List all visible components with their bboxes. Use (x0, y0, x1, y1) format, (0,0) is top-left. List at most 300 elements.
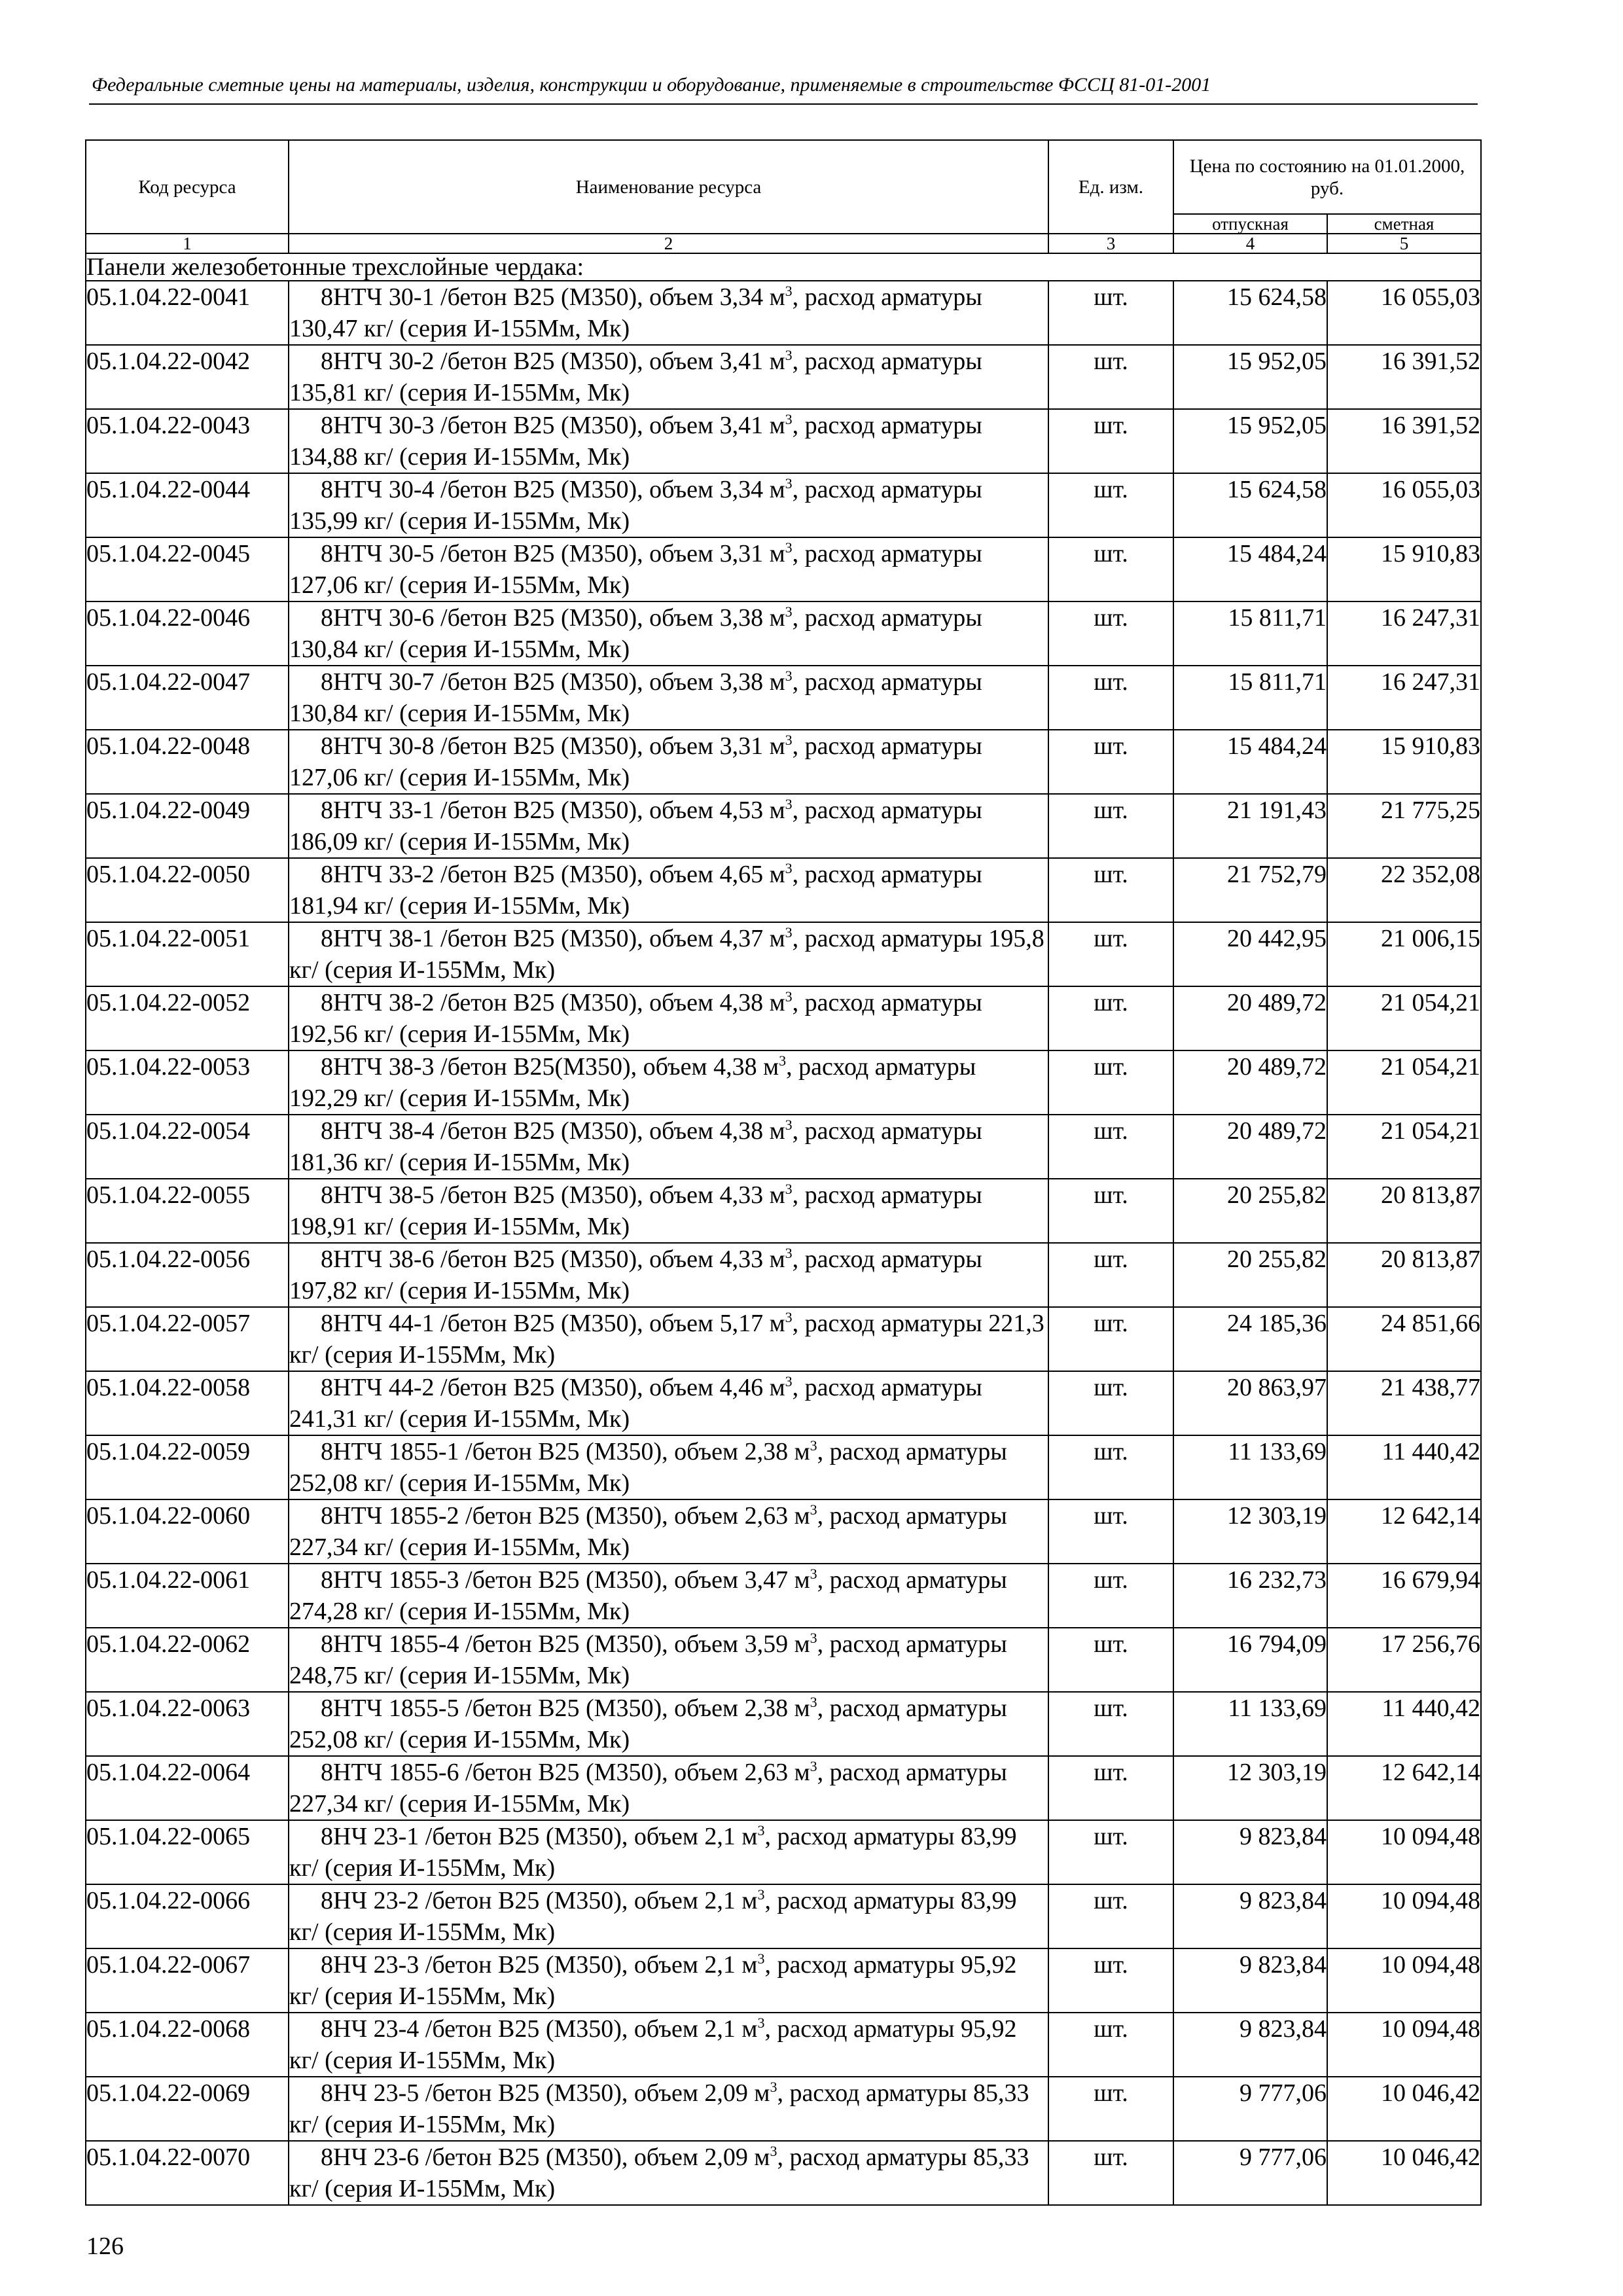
estimate-price: 12 642,14 (1327, 1499, 1481, 1564)
resource-name-tail: , расход арматуры 130,84 кг/ (серия И-155Мм, Мк) (289, 604, 982, 663)
resource-name-tail: , расход арматуры 181,94 кг/ (серия И-155Мм, Мк) (289, 861, 982, 920)
release-price: 11 133,69 (1173, 1435, 1327, 1499)
resource-code: 05.1.04.22-0057 (86, 1307, 289, 1371)
cubic-superscript: 3 (785, 1117, 793, 1133)
cubic-superscript: 3 (757, 1886, 765, 1903)
resource-name-cell (289, 858, 1048, 922)
cubic-superscript: 3 (785, 924, 793, 941)
resource-name-head: 8НТЧ 1855-3 /бетон В25 (М350), объем 3,47 м (321, 1566, 810, 1594)
release-price: 15 811,71 (1173, 666, 1327, 730)
cubic-superscript: 3 (810, 1437, 817, 1454)
estimate-price: 21 775,25 (1327, 794, 1481, 858)
resource-name (289, 2142, 1048, 2204)
estimate-price: 22 352,08 (1327, 858, 1481, 922)
resource-name-head: 8НТЧ 30-5 /бетон В25 (М350), объем 3,31 м (321, 540, 785, 567)
resource-name-tail: , расход арматуры 127,06 кг/ (серия И-155Мм, Мк) (289, 732, 982, 791)
estimate-price: 16 391,52 (1327, 345, 1481, 409)
cubic-superscript: 3 (785, 283, 793, 299)
estimate-price: 21 054,21 (1327, 1050, 1481, 1115)
unit-of-measure: шт. (1048, 986, 1173, 1050)
resource-name-cell (289, 1243, 1048, 1307)
column-number: 5 (1327, 234, 1481, 253)
resource-name (289, 1500, 1048, 1563)
cubic-superscript: 3 (785, 475, 793, 492)
resource-name-cell (289, 2013, 1048, 2077)
estimate-price: 10 094,48 (1327, 1820, 1481, 1884)
column-number: 1 (86, 234, 289, 253)
resource-name-head: 8НЧ 23-2 /бетон В25 (М350), объем 2,1 м (321, 1887, 758, 1914)
unit-of-measure: шт. (1048, 1499, 1173, 1564)
estimate-price: 16 247,31 (1327, 601, 1481, 666)
resource-name-head: 8НЧ 23-6 /бетон В25 (М350), объем 2,09 м (321, 2144, 770, 2171)
unit-of-measure: шт. (1048, 1243, 1173, 1307)
unit-of-measure: шт. (1048, 537, 1173, 601)
estimate-price: 16 391,52 (1327, 409, 1481, 473)
resource-name-head: 8НТЧ 1855-2 /бетон В25 (М350), объем 2,63 м (321, 1502, 810, 1530)
resource-name (289, 474, 1048, 537)
release-price: 9 777,06 (1173, 2141, 1327, 2205)
cubic-superscript: 3 (810, 1630, 817, 1646)
table-row (86, 1692, 1481, 1756)
table-row (86, 1435, 1481, 1499)
resource-name-cell (289, 473, 1048, 537)
release-price: 20 255,82 (1173, 1179, 1327, 1243)
unit-of-measure: шт. (1048, 1628, 1173, 1692)
resource-name-head: 8НТЧ 30-2 /бетон В25 (М350), объем 3,41 м (321, 348, 785, 375)
release-price: 16 232,73 (1173, 1564, 1327, 1628)
resource-name (289, 2013, 1048, 2076)
resource-name-tail: , расход арматуры 241,31 кг/ (серия И-155Мм, Мк) (289, 1374, 982, 1433)
table-row (86, 409, 1481, 473)
release-price: 21 752,79 (1173, 858, 1327, 922)
header-rule (89, 103, 1478, 105)
table-row (86, 794, 1481, 858)
resource-name-cell (289, 2141, 1048, 2205)
resource-name-cell (289, 345, 1048, 409)
cubic-superscript: 3 (785, 860, 793, 876)
resource-name (289, 602, 1048, 665)
resource-code: 05.1.04.22-0058 (86, 1371, 289, 1435)
unit-of-measure: шт. (1048, 409, 1173, 473)
resource-name (289, 1115, 1048, 1178)
cubic-superscript: 3 (757, 1950, 765, 1967)
cubic-superscript: 3 (785, 796, 793, 812)
resource-name-head: 8НТЧ 38-1 /бетон В25 (М350), объем 4,37 м (321, 925, 785, 952)
resource-name-cell (289, 1884, 1048, 1948)
cubic-superscript: 3 (810, 1566, 817, 1582)
cubic-superscript: 3 (785, 668, 793, 684)
release-price: 20 489,72 (1173, 1050, 1327, 1115)
resource-code: 05.1.04.22-0044 (86, 473, 289, 537)
column-header-estimate-price: сметная (1327, 214, 1481, 234)
resource-name (289, 1564, 1048, 1627)
column-number: 4 (1173, 234, 1327, 253)
column-header-release-price: отпускная (1173, 214, 1327, 234)
resource-name-cell (289, 2077, 1048, 2141)
resource-code: 05.1.04.22-0056 (86, 1243, 289, 1307)
cubic-superscript: 3 (785, 1245, 793, 1261)
estimate-price: 10 094,48 (1327, 2013, 1481, 2077)
table-row (86, 1115, 1481, 1179)
resource-name-cell (289, 730, 1048, 794)
resource-name (289, 795, 1048, 857)
page-number: 126 (86, 2233, 124, 2260)
resource-code: 05.1.04.22-0052 (86, 986, 289, 1050)
column-number: 2 (289, 234, 1048, 253)
resource-code: 05.1.04.22-0065 (86, 1820, 289, 1884)
release-price: 9 777,06 (1173, 2077, 1327, 2141)
resource-name-head: 8НТЧ 30-7 /бетон В25 (М350), объем 3,38 м (321, 668, 785, 696)
resource-name-tail: , расход арматуры 198,91 кг/ (серия И-155Мм, Мк) (289, 1181, 982, 1240)
estimate-price: 11 440,42 (1327, 1435, 1481, 1499)
unit-of-measure: шт. (1048, 1307, 1173, 1371)
resource-name (289, 410, 1048, 473)
resource-name-cell (289, 409, 1048, 473)
cubic-superscript: 3 (785, 1309, 793, 1325)
resource-name (289, 1436, 1048, 1499)
resource-name-head: 8НТЧ 30-1 /бетон В25 (М350), объем 3,34 м (321, 283, 785, 311)
cubic-superscript: 3 (785, 347, 793, 363)
estimate-price: 21 054,21 (1327, 986, 1481, 1050)
resource-name (289, 2077, 1048, 2140)
resource-code: 05.1.04.22-0062 (86, 1628, 289, 1692)
resource-name-cell (289, 1499, 1048, 1564)
release-price: 15 624,58 (1173, 281, 1327, 345)
estimate-price: 16 055,03 (1327, 281, 1481, 345)
unit-of-measure: шт. (1048, 666, 1173, 730)
estimate-price: 20 813,87 (1327, 1243, 1481, 1307)
unit-of-measure: шт. (1048, 1435, 1173, 1499)
resource-name-cell (289, 1307, 1048, 1371)
table-row (86, 858, 1481, 922)
release-price: 20 442,95 (1173, 922, 1327, 986)
resource-name-tail: , расход арматуры 83,99 кг/ (серия И-155Мм, Мк) (289, 1887, 1017, 1946)
table-row (86, 1948, 1481, 2013)
resource-name (289, 1693, 1048, 1755)
estimate-price: 16 247,31 (1327, 666, 1481, 730)
table-row (86, 922, 1481, 986)
cubic-superscript: 3 (757, 1822, 765, 1839)
estimate-price: 10 094,48 (1327, 1884, 1481, 1948)
resource-name-head: 8НЧ 23-5 /бетон В25 (М350), объем 2,09 м (321, 2079, 770, 2107)
resource-code: 05.1.04.22-0064 (86, 1756, 289, 1820)
table-row (86, 1371, 1481, 1435)
resource-name (289, 1885, 1048, 1948)
resource-name-head: 8НТЧ 44-1 /бетон В25 (М350), объем 5,17 м (321, 1310, 785, 1337)
release-price: 16 794,09 (1173, 1628, 1327, 1692)
resource-name-head: 8НТЧ 30-4 /бетон В25 (М350), объем 3,34 м (321, 476, 785, 503)
cubic-superscript: 3 (785, 539, 793, 556)
table-row (86, 2013, 1481, 2077)
resource-name-cell (289, 922, 1048, 986)
resource-name-tail: , расход арматуры 130,47 кг/ (серия И-155Мм, Мк) (289, 283, 982, 342)
resource-name-tail: , расход арматуры 186,09 кг/ (серия И-155Мм, Мк) (289, 797, 982, 855)
resource-name-tail: , расход арматуры 252,08 кг/ (серия И-155Мм, Мк) (289, 1695, 1007, 1753)
unit-of-measure: шт. (1048, 601, 1173, 666)
resource-name (289, 1628, 1048, 1691)
resource-name-tail: , расход арматуры 95,92 кг/ (серия И-155Мм, Мк) (289, 1951, 1017, 2010)
resource-name-cell (289, 1050, 1048, 1115)
column-header-code: Код ресурса (86, 140, 289, 234)
resource-code: 05.1.04.22-0070 (86, 2141, 289, 2205)
table-row (86, 2077, 1481, 2141)
cubic-superscript: 3 (779, 1052, 787, 1069)
resource-name-head: 8НТЧ 1855-4 /бетон В25 (М350), объем 3,59 м (321, 1630, 810, 1658)
estimate-price: 10 094,48 (1327, 1948, 1481, 2013)
unit-of-measure: шт. (1048, 1050, 1173, 1115)
running-header: Федеральные сметные цены на материалы, изделия, конструкции и оборудование, применяемые в строительстве ФССЦ 81-01-2001 (92, 74, 1211, 96)
table-row (86, 666, 1481, 730)
section-title: Панели железобетонные трехслойные чердака: (86, 253, 1481, 281)
resource-code: 05.1.04.22-0042 (86, 345, 289, 409)
resource-name-tail: , расход арматуры 127,06 кг/ (серия И-155Мм, Мк) (289, 540, 982, 599)
release-price: 9 823,84 (1173, 1820, 1327, 1884)
table-row (86, 345, 1481, 409)
unit-of-measure: шт. (1048, 1820, 1173, 1884)
resource-name-head: 8НТЧ 30-6 /бетон В25 (М350), объем 3,38 м (321, 604, 785, 632)
resource-name-cell (289, 1820, 1048, 1884)
resource-code: 05.1.04.22-0045 (86, 537, 289, 601)
estimate-price: 17 256,76 (1327, 1628, 1481, 1692)
estimate-price: 10 046,42 (1327, 2141, 1481, 2205)
estimate-price: 15 910,83 (1327, 537, 1481, 601)
cubic-superscript: 3 (810, 1758, 817, 1774)
resource-name-cell (289, 537, 1048, 601)
resource-name-cell (289, 1179, 1048, 1243)
resource-code: 05.1.04.22-0053 (86, 1050, 289, 1115)
resource-name-tail: , расход арматуры 130,84 кг/ (серия И-155Мм, Мк) (289, 668, 982, 727)
release-price: 20 255,82 (1173, 1243, 1327, 1307)
resource-name-head: 8НТЧ 33-2 /бетон В25 (М350), объем 4,65 м (321, 861, 785, 888)
estimate-price: 16 055,03 (1327, 473, 1481, 537)
resource-name-tail: , расход арматуры 95,92 кг/ (серия И-155Мм, Мк) (289, 2015, 1017, 2074)
resource-name-tail: , расход арматуры 135,99 кг/ (серия И-155Мм, Мк) (289, 476, 982, 535)
resource-name-head: 8НТЧ 30-8 /бетон В25 (М350), объем 3,31 м (321, 732, 785, 760)
resource-name (289, 1051, 1048, 1114)
unit-of-measure: шт. (1048, 281, 1173, 345)
resource-name (289, 1179, 1048, 1242)
resource-code: 05.1.04.22-0050 (86, 858, 289, 922)
table-row (86, 1756, 1481, 1820)
release-price: 15 484,24 (1173, 730, 1327, 794)
resource-name-tail: , расход арматуры 248,75 кг/ (серия И-155Мм, Мк) (289, 1630, 1007, 1689)
release-price: 15 952,05 (1173, 345, 1327, 409)
resource-name-head: 8НТЧ 38-5 /бетон В25 (М350), объем 4,33 м (321, 1181, 785, 1209)
resource-name-head: 8НЧ 23-3 /бетон В25 (М350), объем 2,1 м (321, 1951, 758, 1979)
resource-name-head: 8НТЧ 1855-5 /бетон В25 (М350), объем 2,38 м (321, 1695, 810, 1722)
column-header-name: Наименование ресурса (289, 140, 1048, 234)
resource-name (289, 1372, 1048, 1435)
cubic-superscript: 3 (785, 988, 793, 1005)
resource-code: 05.1.04.22-0041 (86, 281, 289, 345)
resource-name-cell (289, 986, 1048, 1050)
resource-name-head: 8НТЧ 38-2 /бетон В25 (М350), объем 4,38 м (321, 989, 785, 1016)
price-table (85, 139, 1482, 2206)
estimate-price: 12 642,14 (1327, 1756, 1481, 1820)
resource-name (289, 923, 1048, 986)
estimate-price: 21 438,77 (1327, 1371, 1481, 1435)
release-price: 9 823,84 (1173, 1884, 1327, 1948)
unit-of-measure: шт. (1048, 1564, 1173, 1628)
resource-code: 05.1.04.22-0055 (86, 1179, 289, 1243)
resource-code: 05.1.04.22-0046 (86, 601, 289, 666)
table-row (86, 473, 1481, 537)
release-price: 9 823,84 (1173, 1948, 1327, 2013)
resource-name-cell (289, 794, 1048, 858)
table-row (86, 2141, 1481, 2205)
cubic-superscript: 3 (785, 1373, 793, 1390)
resource-code: 05.1.04.22-0061 (86, 1564, 289, 1628)
table-row (86, 1564, 1481, 1628)
cubic-superscript: 3 (785, 1181, 793, 1197)
resource-name-tail: , расход арматуры 192,56 кг/ (серия И-155Мм, Мк) (289, 989, 982, 1048)
cubic-superscript: 3 (785, 732, 793, 748)
resource-name-cell (289, 1435, 1048, 1499)
estimate-price: 16 679,94 (1327, 1564, 1481, 1628)
table-row (86, 730, 1481, 794)
resource-name-tail: , расход арматуры 195,8 кг/ (серия И-155Мм, Мк) (289, 925, 1044, 984)
resource-name-head: 8НТЧ 30-3 /бетон В25 (М350), объем 3,41 м (321, 412, 785, 439)
resource-code: 05.1.04.22-0060 (86, 1499, 289, 1564)
table-row (86, 1243, 1481, 1307)
unit-of-measure: шт. (1048, 1884, 1173, 1948)
release-price: 21 191,43 (1173, 794, 1327, 858)
table-row (86, 1499, 1481, 1564)
unit-of-measure: шт. (1048, 473, 1173, 537)
unit-of-measure: шт. (1048, 1179, 1173, 1243)
resource-name (289, 987, 1048, 1050)
column-number: 3 (1048, 234, 1173, 253)
resource-name-cell (289, 1371, 1048, 1435)
estimate-price: 21 006,15 (1327, 922, 1481, 986)
resource-code: 05.1.04.22-0068 (86, 2013, 289, 2077)
resource-name-tail: , расход арматуры 85,33 кг/ (серия И-155Мм, Мк) (289, 2144, 1029, 2202)
resource-name-head: 8НТЧ 38-4 /бетон В25 (М350), объем 4,38 м (321, 1117, 785, 1145)
unit-of-measure: шт. (1048, 1371, 1173, 1435)
estimate-price: 24 851,66 (1327, 1307, 1481, 1371)
resource-name-cell (289, 1948, 1048, 2013)
resource-code: 05.1.04.22-0063 (86, 1692, 289, 1756)
unit-of-measure: шт. (1048, 858, 1173, 922)
resource-name (289, 1757, 1048, 1820)
resource-name-cell (289, 281, 1048, 345)
table-row (86, 601, 1481, 666)
unit-of-measure: шт. (1048, 922, 1173, 986)
unit-of-measure: шт. (1048, 2141, 1173, 2205)
resource-name-cell (289, 666, 1048, 730)
release-price: 11 133,69 (1173, 1692, 1327, 1756)
resource-name-tail: , расход арматуры 192,29 кг/ (серия И-155Мм, Мк) (289, 1053, 976, 1112)
release-price: 24 185,36 (1173, 1307, 1327, 1371)
resource-name (289, 346, 1048, 408)
resource-name-cell (289, 1756, 1048, 1820)
resource-code: 05.1.04.22-0049 (86, 794, 289, 858)
cubic-superscript: 3 (770, 2143, 777, 2159)
release-price: 20 489,72 (1173, 1115, 1327, 1179)
resource-name-cell (289, 1115, 1048, 1179)
cubic-superscript: 3 (770, 2079, 777, 2095)
resource-name-head: 8НТЧ 1855-6 /бетон В25 (М350), объем 2,63 м (321, 1759, 810, 1786)
unit-of-measure: шт. (1048, 345, 1173, 409)
estimate-price: 11 440,42 (1327, 1692, 1481, 1756)
resource-code: 05.1.04.22-0067 (86, 1948, 289, 2013)
resource-code: 05.1.04.22-0054 (86, 1115, 289, 1179)
unit-of-measure: шт. (1048, 1692, 1173, 1756)
table-row (86, 1307, 1481, 1371)
estimate-price: 15 910,83 (1327, 730, 1481, 794)
resource-name-head: 8НЧ 23-4 /бетон В25 (М350), объем 2,1 м (321, 2015, 758, 2043)
resource-code: 05.1.04.22-0047 (86, 666, 289, 730)
cubic-superscript: 3 (757, 2015, 765, 2031)
estimate-price: 10 046,42 (1327, 2077, 1481, 2141)
resource-name (289, 538, 1048, 601)
resource-name-tail: , расход арматуры 134,88 кг/ (серия И-155Мм, Мк) (289, 412, 982, 471)
resource-name-tail: , расход арматуры 227,34 кг/ (серия И-155Мм, Мк) (289, 1502, 1007, 1561)
price-table-body (86, 253, 1481, 2205)
resource-name (289, 1821, 1048, 1884)
resource-name (289, 730, 1048, 793)
resource-name (289, 1949, 1048, 2012)
resource-name-cell (289, 1692, 1048, 1756)
resource-name-tail: , расход арматуры 85,33 кг/ (серия И-155Мм, Мк) (289, 2079, 1029, 2138)
release-price: 9 823,84 (1173, 2013, 1327, 2077)
table-row (86, 1884, 1481, 1948)
unit-of-measure: шт. (1048, 2013, 1173, 2077)
resource-name-tail: , расход арматуры 221,3 кг/ (серия И-155Мм, Мк) (289, 1310, 1044, 1369)
resource-name-cell (289, 1628, 1048, 1692)
resource-code: 05.1.04.22-0066 (86, 1884, 289, 1948)
unit-of-measure: шт. (1048, 1948, 1173, 2013)
resource-code: 05.1.04.22-0048 (86, 730, 289, 794)
resource-name-tail: , расход арматуры 227,34 кг/ (серия И-155Мм, Мк) (289, 1759, 1007, 1818)
resource-name-tail: , расход арматуры 197,82 кг/ (серия И-155Мм, Мк) (289, 1246, 982, 1304)
release-price: 12 303,19 (1173, 1499, 1327, 1564)
resource-name (289, 1244, 1048, 1306)
release-price: 12 303,19 (1173, 1756, 1327, 1820)
resource-name-tail: , расход арматуры 252,08 кг/ (серия И-155Мм, Мк) (289, 1438, 1007, 1497)
resource-name-tail: , расход арматуры 135,81 кг/ (серия И-155Мм, Мк) (289, 348, 982, 406)
release-price: 20 863,97 (1173, 1371, 1327, 1435)
resource-name-tail: , расход арматуры 181,36 кг/ (серия И-155Мм, Мк) (289, 1117, 982, 1176)
resource-name-tail: , расход арматуры 274,28 кг/ (серия И-155Мм, Мк) (289, 1566, 1007, 1625)
resource-name-head: 8НТЧ 38-6 /бетон В25 (М350), объем 4,33 м (321, 1246, 785, 1273)
resource-name-cell (289, 1564, 1048, 1628)
resource-name-head: 8НТЧ 38-3 /бетон В25(М350), объем 4,38 м (321, 1053, 779, 1081)
table-row (86, 1050, 1481, 1115)
table-row (86, 1820, 1481, 1884)
column-header-unit: Ед. изм. (1048, 140, 1173, 234)
release-price: 15 811,71 (1173, 601, 1327, 666)
estimate-price: 21 054,21 (1327, 1115, 1481, 1179)
resource-name (289, 1308, 1048, 1371)
resource-name (289, 666, 1048, 729)
column-header-price: Цена по состоянию на 01.01.2000, руб. (1173, 140, 1481, 214)
unit-of-measure: шт. (1048, 794, 1173, 858)
release-price: 15 952,05 (1173, 409, 1327, 473)
unit-of-measure: шт. (1048, 1756, 1173, 1820)
table-row (86, 1628, 1481, 1692)
resource-name-head: 8НТЧ 33-1 /бетон В25 (М350), объем 4,53 м (321, 797, 785, 824)
cubic-superscript: 3 (810, 1501, 817, 1518)
unit-of-measure: шт. (1048, 730, 1173, 794)
table-row (86, 1179, 1481, 1243)
resource-name-head: 8НТЧ 1855-1 /бетон В25 (М350), объем 2,38 м (321, 1438, 810, 1465)
unit-of-measure: шт. (1048, 2077, 1173, 2141)
resource-name-head: 8НЧ 23-1 /бетон В25 (М350), объем 2,1 м (321, 1823, 758, 1850)
resource-name (289, 281, 1048, 344)
unit-of-measure: шт. (1048, 1115, 1173, 1179)
resource-name-cell (289, 601, 1048, 666)
